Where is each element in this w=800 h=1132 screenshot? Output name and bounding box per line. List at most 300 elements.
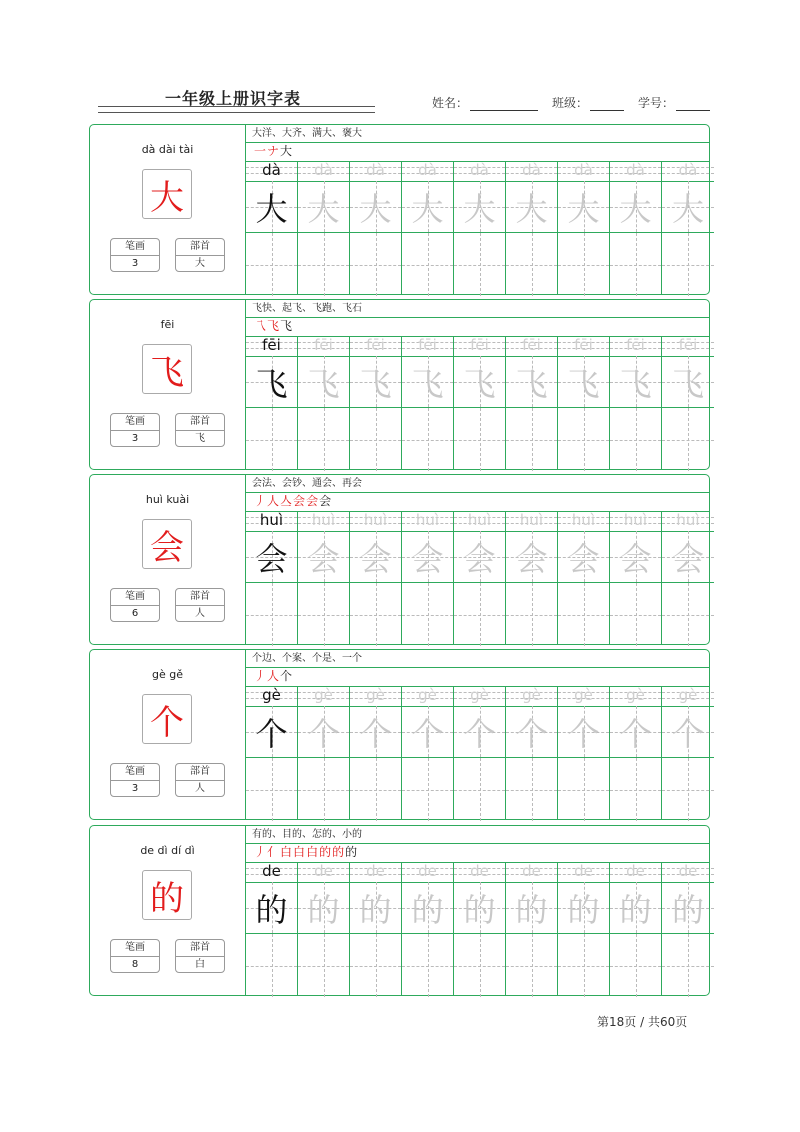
pinyin-cell — [662, 686, 714, 707]
pinyin-cell — [350, 161, 401, 182]
writing-cell[interactable] — [506, 706, 557, 758]
writing-cell[interactable] — [350, 706, 401, 758]
pinyin-text: gè — [470, 686, 489, 704]
stroke-order — [246, 843, 709, 863]
pinyin-cell — [298, 862, 349, 883]
pinyin-text: de — [626, 862, 645, 880]
practice-column — [506, 161, 558, 294]
writing-cell[interactable] — [558, 181, 609, 233]
class-field[interactable] — [552, 94, 624, 111]
main-character: 飞 — [142, 344, 192, 394]
character-info-panel — [90, 475, 246, 644]
practice-column — [558, 862, 610, 995]
pinyin-text: huì — [571, 511, 596, 529]
practice-column — [246, 862, 298, 995]
class-blank[interactable] — [590, 98, 624, 111]
pinyin-cell — [350, 511, 401, 532]
writing-cell[interactable] — [350, 583, 401, 646]
radical-label: 部首 — [176, 764, 224, 781]
pinyin-text: gè — [522, 686, 541, 704]
pinyin-cell — [350, 336, 401, 357]
writing-cell[interactable] — [350, 934, 401, 997]
writing-cell[interactable] — [246, 882, 297, 934]
writing-cell[interactable] — [402, 233, 453, 296]
practice-column — [350, 686, 402, 819]
character-text: 的 — [463, 890, 496, 929]
writing-cell[interactable] — [350, 356, 401, 408]
pinyin-cell — [402, 862, 453, 883]
writing-cell[interactable] — [350, 181, 401, 233]
pinyin-text: dà — [626, 161, 645, 179]
student-info — [432, 94, 710, 111]
writing-cell[interactable] — [662, 706, 714, 758]
writing-cell[interactable] — [662, 882, 714, 934]
writing-cell[interactable] — [558, 583, 609, 646]
pinyin-cell — [246, 862, 297, 883]
character-text: 的 — [671, 890, 704, 929]
practice-column — [298, 686, 350, 819]
pinyin-text: huì — [467, 511, 492, 529]
character-text: 飞 — [255, 364, 288, 403]
character-card — [89, 649, 710, 820]
writing-cell[interactable] — [610, 758, 661, 821]
writing-cell[interactable] — [246, 181, 297, 233]
character-text: 的 — [567, 890, 600, 929]
pinyin-text: dà — [678, 161, 698, 179]
pinyin-cell — [454, 511, 505, 532]
practice-panel — [246, 125, 709, 294]
practice-column — [506, 862, 558, 995]
stroke-count-label: 笔画 — [111, 940, 159, 957]
writing-cell[interactable] — [298, 758, 349, 821]
writing-cell[interactable] — [610, 706, 661, 758]
pinyin-cell — [662, 511, 714, 532]
character-info-panel — [90, 826, 246, 995]
practice-grid — [246, 336, 709, 469]
writing-cell[interactable] — [506, 531, 557, 583]
writing-cell[interactable] — [246, 934, 297, 997]
page-number: 第18页 / 共60页 — [597, 1015, 688, 1029]
character-text: 个 — [671, 714, 704, 753]
radical-value: 飞 — [195, 433, 205, 444]
writing-cell[interactable] — [350, 531, 401, 583]
writing-cell[interactable] — [246, 233, 297, 296]
pinyin-cell — [506, 686, 557, 707]
stroke-order — [246, 317, 709, 337]
pinyin-text: fēi — [366, 336, 385, 354]
practice-column — [298, 862, 350, 995]
writing-cell[interactable] — [454, 882, 505, 934]
writing-cell[interactable] — [506, 356, 557, 408]
writing-cell[interactable] — [454, 758, 505, 821]
stroke-step: 白 — [306, 845, 319, 859]
writing-cell[interactable] — [662, 758, 714, 821]
pinyin-cell — [506, 336, 557, 357]
pinyin-cell — [402, 336, 453, 357]
writing-cell[interactable] — [246, 408, 297, 471]
writing-cell[interactable] — [298, 356, 349, 408]
character-text: 会 — [307, 539, 340, 578]
pinyin-text: dà — [470, 161, 489, 179]
character-text: 的 — [411, 890, 444, 929]
pinyin-text: fēi — [522, 336, 541, 354]
id-blank[interactable] — [676, 98, 710, 111]
writing-cell[interactable] — [402, 181, 453, 233]
writing-cell[interactable] — [610, 882, 661, 934]
stroke-step: 亻 — [267, 845, 280, 859]
radical-box — [175, 588, 225, 622]
character-text: 飞 — [671, 364, 704, 403]
practice-column — [506, 686, 558, 819]
pinyin-readings: dà dài tài — [141, 143, 194, 156]
practice-column — [246, 686, 298, 819]
writing-cell[interactable] — [662, 233, 714, 296]
name-label: 姓名： — [432, 96, 469, 110]
writing-cell[interactable] — [454, 233, 505, 296]
main-character: 大 — [142, 169, 192, 219]
pinyin-cell — [558, 511, 609, 532]
writing-cell[interactable] — [558, 934, 609, 997]
writing-cell[interactable] — [246, 356, 297, 408]
writing-cell[interactable] — [558, 531, 609, 583]
writing-cell[interactable] — [610, 934, 661, 997]
character-text: 大 — [671, 189, 704, 228]
practice-column — [298, 511, 350, 644]
character-text: 大 — [359, 189, 392, 228]
character-text: 个 — [619, 714, 652, 753]
pinyin-text: fēi — [262, 336, 281, 354]
main-character: 个 — [142, 694, 192, 744]
practice-column — [558, 686, 610, 819]
character-text: 的 — [515, 890, 548, 929]
stroke-count-label: 笔画 — [111, 239, 159, 256]
pinyin-cell — [454, 336, 505, 357]
pinyin-cell — [298, 161, 349, 182]
pinyin-text: fēi — [678, 336, 698, 354]
character-text: 飞 — [463, 364, 496, 403]
stroke-count-label: 笔画 — [111, 764, 159, 781]
name-field[interactable] — [432, 94, 538, 111]
pinyin-text: huì — [676, 511, 700, 529]
radical-box — [175, 939, 225, 973]
writing-cell[interactable] — [298, 706, 349, 758]
pinyin-cell — [610, 686, 661, 707]
writing-cell[interactable] — [610, 531, 661, 583]
stroke-step: 个 — [280, 669, 293, 683]
character-text: 的 — [255, 890, 288, 929]
character-text: 个 — [255, 714, 288, 753]
practice-column — [246, 161, 298, 294]
character-text: 会 — [255, 539, 288, 578]
id-label: 学号： — [638, 96, 675, 110]
stroke-count-value: 3 — [131, 433, 139, 444]
practice-column — [350, 862, 402, 995]
pinyin-text: huì — [519, 511, 544, 529]
pinyin-cell — [246, 686, 297, 707]
pinyin-text: gè — [626, 686, 645, 704]
stroke-step: 人 — [267, 669, 280, 683]
writing-cell[interactable] — [558, 706, 609, 758]
writing-cell[interactable] — [558, 233, 609, 296]
pinyin-text: huì — [623, 511, 648, 529]
pinyin-cell — [246, 161, 297, 182]
pinyin-text: de — [262, 862, 281, 880]
writing-cell[interactable] — [454, 408, 505, 471]
writing-cell[interactable] — [246, 758, 297, 821]
word-examples: 个边、个案、个是、一个 — [246, 650, 709, 668]
pinyin-text: dà — [366, 161, 385, 179]
radical-box — [175, 238, 225, 272]
word-examples: 飞快、起飞、飞跑、飞石 — [246, 300, 709, 318]
pinyin-text: huì — [363, 511, 388, 529]
stroke-order — [246, 667, 709, 687]
writing-cell[interactable] — [610, 408, 661, 471]
pinyin-cell — [662, 862, 714, 883]
pinyin-cell — [662, 336, 714, 357]
writing-cell[interactable] — [246, 583, 297, 646]
practice-column — [350, 336, 402, 469]
radical-value: 白 — [195, 959, 205, 970]
pinyin-cell — [454, 862, 505, 883]
writing-cell[interactable] — [610, 356, 661, 408]
pinyin-readings: gè gě — [152, 668, 183, 681]
stroke-step: 白 — [280, 845, 293, 859]
writing-cell[interactable] — [506, 233, 557, 296]
pinyin-text: dà — [574, 161, 593, 179]
practice-column — [246, 336, 298, 469]
stroke-step: 的 — [345, 845, 358, 859]
practice-column — [662, 161, 714, 294]
pinyin-text: fēi — [574, 336, 593, 354]
pinyin-text: fēi — [626, 336, 645, 354]
pinyin-cell — [402, 686, 453, 707]
pinyin-cell — [610, 336, 661, 357]
writing-cell[interactable] — [662, 408, 714, 471]
character-text: 个 — [567, 714, 600, 753]
writing-cell[interactable] — [350, 233, 401, 296]
writing-cell[interactable] — [298, 408, 349, 471]
writing-cell[interactable] — [402, 758, 453, 821]
stroke-step: 人 — [267, 494, 280, 508]
character-text: 飞 — [619, 364, 652, 403]
writing-cell[interactable] — [350, 758, 401, 821]
pinyin-text: fēi — [418, 336, 437, 354]
practice-column — [454, 862, 506, 995]
writing-cell[interactable] — [662, 934, 714, 997]
writing-cell[interactable] — [402, 882, 453, 934]
stroke-count-box — [110, 763, 160, 797]
writing-cell[interactable] — [402, 356, 453, 408]
writing-cell[interactable] — [506, 934, 557, 997]
character-card — [89, 299, 710, 470]
pinyin-text: de — [678, 862, 698, 880]
radical-box — [175, 413, 225, 447]
pinyin-text: gè — [678, 686, 698, 704]
radical-value: 人 — [195, 783, 205, 794]
pinyin-readings: huì kuài — [145, 493, 190, 506]
pinyin-cell — [506, 161, 557, 182]
writing-cell[interactable] — [558, 758, 609, 821]
writing-cell[interactable] — [610, 233, 661, 296]
practice-column — [610, 686, 662, 819]
stroke-step: 会 — [293, 494, 306, 508]
pinyin-cell — [610, 862, 661, 883]
writing-cell[interactable] — [558, 356, 609, 408]
writing-cell[interactable] — [454, 934, 505, 997]
stroke-step: 亼 — [280, 494, 293, 508]
writing-cell[interactable] — [298, 882, 349, 934]
pinyin-cell — [610, 511, 661, 532]
stroke-count-box — [110, 588, 160, 622]
page-title: 一年级上册识字表 — [165, 89, 302, 108]
writing-cell[interactable] — [298, 934, 349, 997]
writing-cell[interactable] — [402, 583, 453, 646]
writing-cell[interactable] — [662, 531, 714, 583]
writing-cell[interactable] — [454, 706, 505, 758]
practice-panel — [246, 650, 709, 819]
pinyin-text: de — [314, 862, 333, 880]
stroke-step: 一 — [254, 144, 267, 158]
stroke-step: 丿 — [254, 669, 267, 683]
writing-cell[interactable] — [454, 583, 505, 646]
pinyin-cell — [454, 161, 505, 182]
character-text: 大 — [567, 189, 600, 228]
main-character: 会 — [142, 519, 192, 569]
pinyin-cell — [350, 862, 401, 883]
writing-cell[interactable] — [662, 356, 714, 408]
character-text: 会 — [515, 539, 548, 578]
character-info-panel — [90, 650, 246, 819]
character-text: 大 — [411, 189, 444, 228]
id-field[interactable] — [638, 94, 710, 111]
practice-panel — [246, 300, 709, 469]
writing-cell[interactable] — [558, 408, 609, 471]
character-card — [89, 124, 710, 295]
stroke-step: 丿 — [254, 845, 267, 859]
stroke-step: 大 — [280, 144, 293, 158]
pinyin-cell — [558, 862, 609, 883]
stroke-step: 的 — [332, 845, 345, 859]
writing-cell[interactable] — [246, 531, 297, 583]
practice-column — [454, 511, 506, 644]
character-text: 的 — [619, 890, 652, 929]
stroke-step: 白 — [293, 845, 306, 859]
practice-column — [402, 161, 454, 294]
writing-cell[interactable] — [402, 934, 453, 997]
writing-cell[interactable] — [298, 531, 349, 583]
writing-cell[interactable] — [350, 408, 401, 471]
pinyin-cell — [298, 511, 349, 532]
writing-cell[interactable] — [662, 181, 714, 233]
writing-cell[interactable] — [298, 583, 349, 646]
pinyin-text: fēi — [470, 336, 489, 354]
writing-cell[interactable] — [506, 181, 557, 233]
practice-panel — [246, 475, 709, 644]
character-text: 的 — [307, 890, 340, 929]
pinyin-cell — [350, 686, 401, 707]
writing-cell[interactable] — [454, 356, 505, 408]
practice-panel — [246, 826, 709, 995]
pinyin-text: de — [418, 862, 437, 880]
practice-column — [298, 336, 350, 469]
practice-column — [454, 161, 506, 294]
writing-cell[interactable] — [610, 583, 661, 646]
writing-cell[interactable] — [610, 181, 661, 233]
character-text: 个 — [411, 714, 444, 753]
character-text: 会 — [411, 539, 444, 578]
pinyin-text: dà — [522, 161, 541, 179]
character-info-panel — [90, 125, 246, 294]
stroke-step: ナ — [267, 144, 280, 158]
character-text: 的 — [359, 890, 392, 929]
writing-cell[interactable] — [402, 408, 453, 471]
radical-label: 部首 — [176, 239, 224, 256]
name-blank[interactable] — [470, 98, 538, 111]
word-examples: 大洋、大齐、满大、褒大 — [246, 125, 709, 143]
pinyin-cell — [558, 336, 609, 357]
stroke-order — [246, 142, 709, 162]
character-text: 大 — [515, 189, 548, 228]
character-text: 大 — [255, 189, 288, 228]
writing-cell[interactable] — [402, 706, 453, 758]
writing-cell[interactable] — [298, 233, 349, 296]
stroke-count-box — [110, 238, 160, 272]
writing-cell[interactable] — [454, 531, 505, 583]
writing-cell[interactable] — [662, 583, 714, 646]
character-text: 飞 — [567, 364, 600, 403]
practice-column — [662, 686, 714, 819]
writing-cell[interactable] — [454, 181, 505, 233]
practice-column — [662, 511, 714, 644]
pinyin-cell — [558, 686, 609, 707]
stroke-count-box — [110, 413, 160, 447]
pinyin-text: de — [470, 862, 489, 880]
practice-column — [454, 336, 506, 469]
word-examples: 会法、会钞、通会、再会 — [246, 475, 709, 493]
character-text: 飞 — [411, 364, 444, 403]
writing-cell[interactable] — [558, 882, 609, 934]
stroke-step: 的 — [319, 845, 332, 859]
practice-grid — [246, 862, 709, 995]
practice-column — [402, 686, 454, 819]
writing-cell[interactable] — [506, 882, 557, 934]
writing-cell[interactable] — [246, 706, 297, 758]
stroke-count-box — [110, 939, 160, 973]
stroke-step: 会 — [306, 494, 319, 508]
pinyin-cell — [298, 336, 349, 357]
pinyin-text: gè — [574, 686, 593, 704]
writing-cell[interactable] — [402, 531, 453, 583]
writing-cell[interactable] — [506, 408, 557, 471]
pinyin-text: gè — [314, 686, 333, 704]
stroke-count-value: 8 — [131, 959, 139, 970]
character-text: 飞 — [515, 364, 548, 403]
practice-column — [402, 511, 454, 644]
character-card — [89, 825, 710, 996]
pinyin-text: de — [522, 862, 541, 880]
character-text: 大 — [307, 189, 340, 228]
stroke-count-value: 3 — [131, 783, 139, 794]
writing-cell[interactable] — [350, 882, 401, 934]
stroke-step: 飞 — [267, 319, 280, 333]
writing-cell[interactable] — [506, 758, 557, 821]
pinyin-text: gè — [418, 686, 437, 704]
writing-cell[interactable] — [506, 583, 557, 646]
character-card — [89, 474, 710, 645]
pinyin-cell — [298, 686, 349, 707]
writing-cell[interactable] — [298, 181, 349, 233]
character-text: 会 — [671, 539, 704, 578]
